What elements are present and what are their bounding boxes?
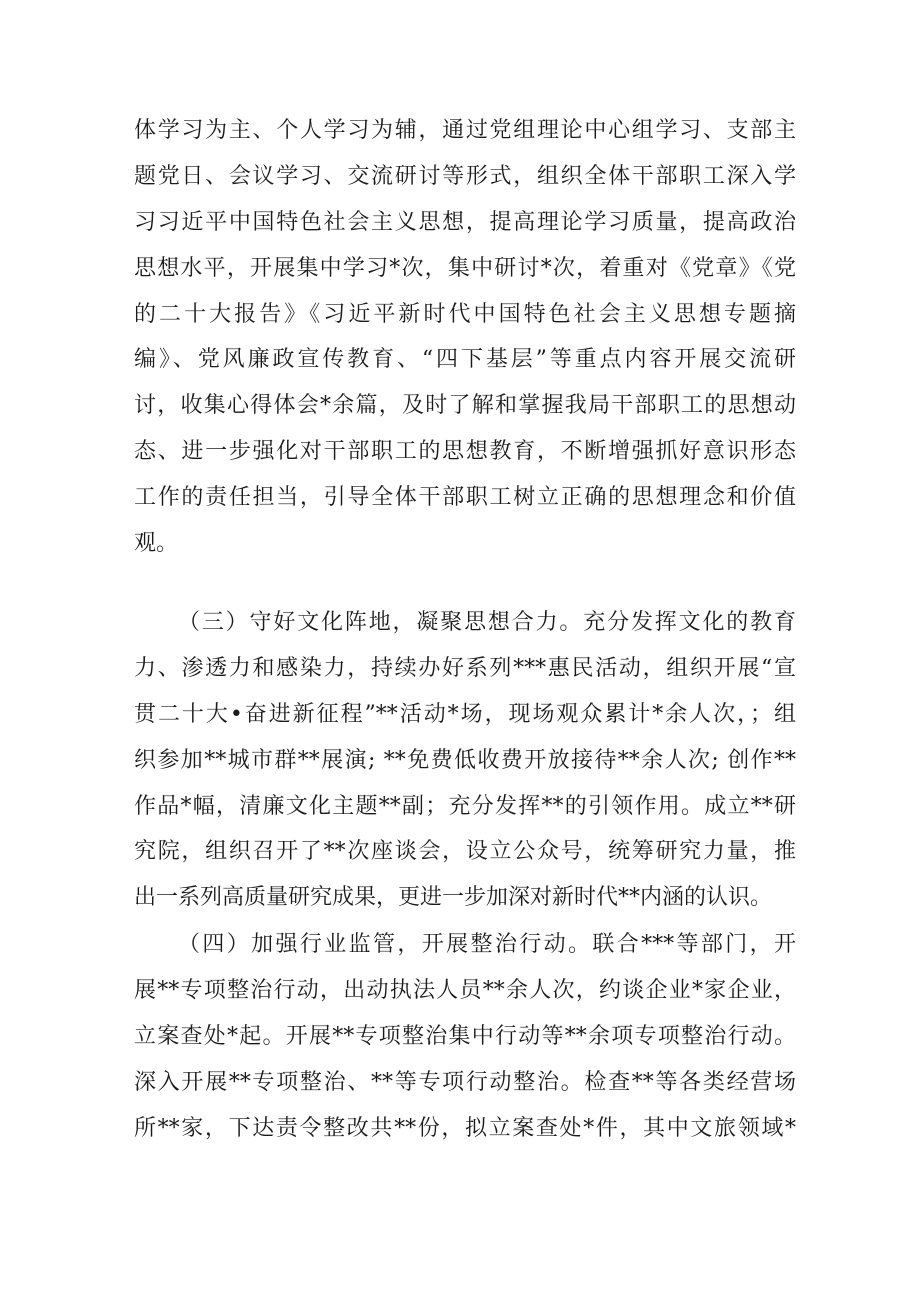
text-line: 编》、党风廉政宣传教育、“四下基层”等重点内容开展交流研 (134, 347, 796, 373)
text-line: 题党日、会议学习、交流研讨等形式，组织全体干部职工深入学 (134, 163, 796, 189)
text-line: 讨，收集心得体会*余篇，及时了解和掌握我局干部职工的思想动 (134, 393, 796, 419)
text-line: 出一系列高质量研究成果，更进一步加深对新时代**内涵的认识。 (134, 885, 773, 911)
section-heading-line: （四）加强行业监管，开展整治行动。联合***等部门，开 (178, 932, 796, 957)
text-line: 展**专项整治行动，出动执法人员**余人次，约谈企业*家企业， (134, 977, 796, 1003)
section-heading-line: （三）守好文化阵地，凝聚思想合力。充分发挥文化的教育 (178, 610, 796, 635)
text-line: 工作的责任担当，引导全体干部职工树立正确的思想理念和价值 (134, 485, 796, 511)
text-line: 究院，组织召开了**次座谈会，设立公众号，统筹研究力量，推 (134, 839, 796, 865)
text-line: 力、渗透力和感染力，持续办好系列***惠民活动，组织开展“宣 (134, 655, 796, 681)
text-line: 深入开展**专项整治、**等专项行动整治。检查**等各类经营场 (134, 1069, 796, 1095)
text-line: 所**家，下达责令整改共**份，拟立案查处*件，其中文旅领域* (134, 1115, 796, 1141)
text-line: 的二十大报告》《习近平新时代中国特色社会主义思想专题摘 (134, 301, 796, 327)
text-line: 思想水平，开展集中学习*次，集中研讨*次，着重对《党章》《党 (134, 255, 796, 281)
text-line: 体学习为主、个人学习为辅，通过党组理论中心组学习、支部主 (134, 118, 796, 143)
text-line: 立案查处*起。开展**专项整治集中行动等**余项专项整治行动。 (134, 1023, 796, 1049)
text-line: 作品*幅，清廉文化主题**副；充分发挥**的引领作用。成立**研 (134, 793, 796, 819)
text-line: 态、进一步强化对干部职工的思想教育，不断增强抓好意识形态 (134, 439, 796, 465)
text-line: 贯二十大•奋进新征程”**活动*场，现场观众累计*余人次，；组 (134, 701, 796, 727)
text-line: 观。 (134, 531, 179, 557)
paragraph-study (134, 108, 796, 567)
paragraph-supervision (134, 922, 796, 1151)
paragraph-culture (134, 600, 796, 921)
text-line: 织参加**城市群**展演; **免费低收费开放接待**余人次; 创作** (134, 747, 796, 773)
text-line: 习习近平中国特色社会主义思想，提高理论学习质量，提高政治 (134, 209, 796, 235)
